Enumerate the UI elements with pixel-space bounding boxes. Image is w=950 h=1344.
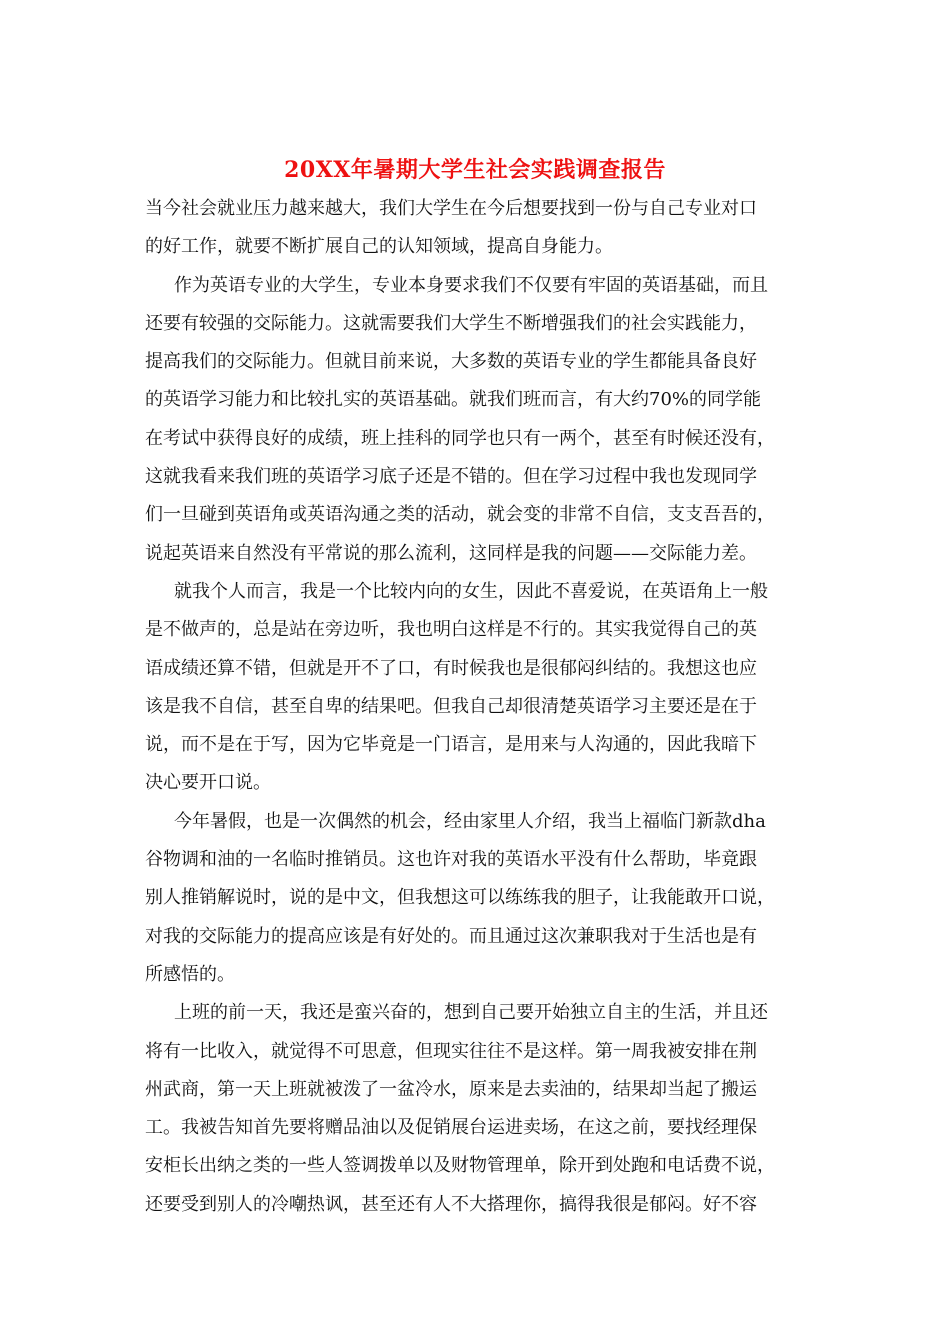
text-line: 说，而不是在于写，因为它毕竟是一门语言，是用来与人沟通的，因此我暗下 bbox=[145, 734, 757, 756]
text-line: 将有一比收入，就觉得不可思意，但现实往往不是这样。第一周我被安排在荆 bbox=[145, 1040, 757, 1062]
text-line: 决心要开口说。 bbox=[145, 772, 271, 794]
text-line: 这就我看来我们班的英语学习底子还是不错的。但在学习过程中我也发现同学 bbox=[145, 466, 757, 488]
paragraph-first-line: 上班的前一天，我还是蛮兴奋的，想到自己要开始独立自主的生活，并且还 bbox=[174, 1002, 768, 1024]
text-line: 工。我被告知首先要将赠品油以及促销展台运进卖场，在这之前，要找经理保 bbox=[145, 1117, 757, 1139]
document-body bbox=[145, 190, 815, 1224]
text-line: 们一旦碰到英语角或英语沟通之类的活动，就会变的非常不自信，支支吾吾的， bbox=[145, 504, 775, 526]
text-line: 还要有较强的交际能力。这就需要我们大学生不断增强我们的社会实践能力， bbox=[145, 312, 757, 334]
text-line: 当今社会就业压力越来越大，我们大学生在今后想要找到一份与自己专业对口 bbox=[145, 198, 757, 219]
text-line: 是不做声的，总是站在旁边听，我也明白这样是不行的。其实我觉得自己的英 bbox=[145, 619, 757, 641]
text-line: 语成绩还算不错，但就是开不了口，有时候我也是很郁闷纠结的。我想这也应 bbox=[145, 657, 757, 679]
text-line: 安柜长出纳之类的一些人签调拨单以及财物管理单，除开到处跑和电话费不说， bbox=[145, 1155, 775, 1177]
text-line: 说起英语来自然没有平常说的那么流利，这同样是我的问题——交际能力差。 bbox=[145, 542, 757, 564]
text-line: 提高我们的交际能力。但就目前来说，大多数的英语专业的学生都能具备良好 bbox=[145, 351, 757, 373]
paragraph-first-line: 作为英语专业的大学生，专业本身要求我们不仅要有牢固的英语基础，而且 bbox=[174, 274, 768, 296]
text-line: 谷物调和油的一名临时推销员。这也许对我的英语水平没有什么帮助，毕竟跟 bbox=[145, 849, 757, 871]
text-line: 别人推销解说时，说的是中文，但我想这可以练练我的胆子，让我能敢开口说， bbox=[145, 887, 775, 909]
text-line: 的好工作，就要不断扩展自己的认知领域，提高自身能力。 bbox=[145, 236, 613, 258]
text-line: 还要受到别人的冷嘲热讽，甚至还有人不大搭理你，搞得我很是郁闷。好不容 bbox=[145, 1193, 757, 1215]
text-line: 该是我不自信，甚至自卑的结果吧。但我自己却很清楚英语学习主要还是在于 bbox=[145, 695, 757, 717]
text-line: 对我的交际能力的提高应该是有好处的。而且通过这次兼职我对于生活也是有 bbox=[145, 925, 757, 947]
paragraph-first-line: 今年暑假，也是一次偶然的机会，经由家里人介绍，我当上福临门新款dha bbox=[174, 810, 766, 832]
document-title: 20XX年暑期大学生社会实践调查报告 bbox=[284, 157, 666, 183]
text-line: 的英语学习能力和比较扎实的英语基础。就我们班而言，有大约70%的同学能 bbox=[145, 389, 762, 411]
text-line: 在考试中获得良好的成绩，班上挂科的同学也只有一两个，甚至有时候还没有， bbox=[145, 427, 775, 449]
text-line: 所感悟的。 bbox=[145, 963, 235, 985]
paragraph-first-line: 就我个人而言，我是一个比较内向的女生，因此不喜爱说，在英语角上一般 bbox=[174, 580, 768, 602]
text-line: 州武商，第一天上班就被泼了一盆冷水，原来是去卖油的，结果却当起了搬运 bbox=[145, 1078, 757, 1100]
